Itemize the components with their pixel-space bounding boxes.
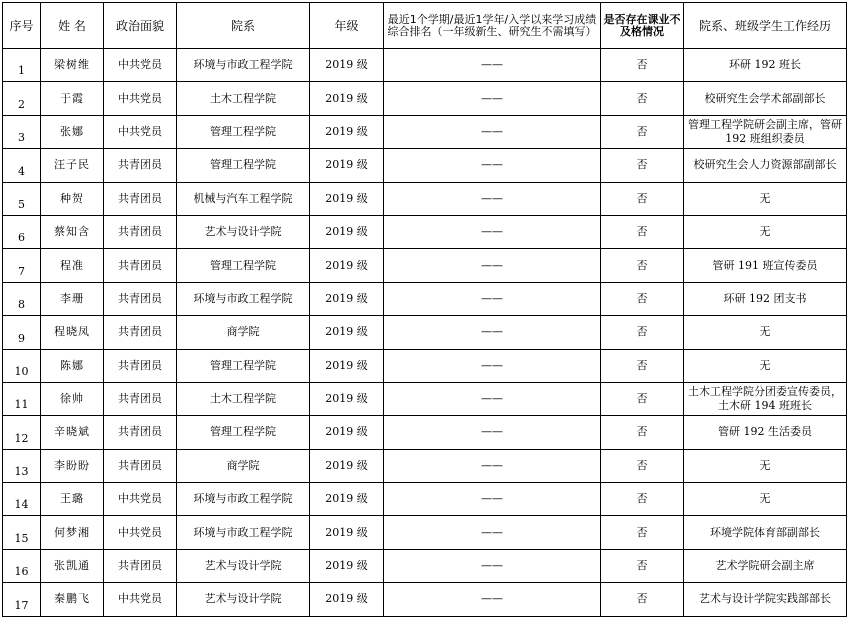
cell-ranking: —— [384, 549, 601, 582]
cell-seq: 7 [3, 249, 41, 282]
cell-seq: 13 [3, 449, 41, 482]
cell-political: 共青团员 [104, 215, 177, 248]
cell-political: 中共党员 [104, 115, 177, 148]
cell-college: 商学院 [177, 316, 310, 349]
cell-name: 徐帅 [41, 382, 104, 415]
cell-political: 中共党员 [104, 82, 177, 115]
cell-experience: 无 [684, 483, 847, 516]
cell-fail: 否 [601, 182, 684, 215]
cell-grade: 2019 级 [310, 49, 384, 82]
cell-fail: 否 [601, 282, 684, 315]
cell-name: 秦鹏飞 [41, 583, 104, 616]
cell-name: 蔡知含 [41, 215, 104, 248]
header-experience: 院系、班级学生工作经历 [684, 3, 847, 49]
cell-name: 程准 [41, 249, 104, 282]
table-row [3, 316, 847, 349]
cell-experience: 管理工程学院研会副主席，管研 192 班组织委员 [684, 115, 847, 148]
cell-fail: 否 [601, 583, 684, 616]
cell-ranking: —— [384, 249, 601, 282]
cell-grade: 2019 级 [310, 349, 384, 382]
cell-seq: 1 [3, 49, 41, 82]
cell-experience: 无 [684, 349, 847, 382]
header-ranking: 最近1个学期/最近1学年/入学以来学习成绩综合排名（一年级新生、研究生不需填写） [384, 3, 601, 49]
table-row [3, 282, 847, 315]
cell-ranking: —— [384, 516, 601, 549]
cell-college: 管理工程学院 [177, 416, 310, 449]
cell-seq: 16 [3, 549, 41, 582]
cell-ranking: —— [384, 282, 601, 315]
table-row [3, 549, 847, 582]
cell-grade: 2019 级 [310, 416, 384, 449]
header-seq: 序号 [3, 3, 41, 49]
cell-experience: 无 [684, 449, 847, 482]
cell-experience: 环研 192 班长 [684, 49, 847, 82]
cell-political: 共青团员 [104, 249, 177, 282]
cell-political: 共青团员 [104, 282, 177, 315]
table-row [3, 583, 847, 616]
cell-fail: 否 [601, 483, 684, 516]
table-row [3, 82, 847, 115]
cell-grade: 2019 级 [310, 115, 384, 148]
table-row [3, 416, 847, 449]
cell-college: 艺术与设计学院 [177, 583, 310, 616]
cell-name: 王璐 [41, 483, 104, 516]
table-row [3, 449, 847, 482]
table-row [3, 215, 847, 248]
cell-name: 汪子民 [41, 149, 104, 182]
cell-ranking: —— [384, 82, 601, 115]
cell-name: 张凯通 [41, 549, 104, 582]
cell-political: 共青团员 [104, 382, 177, 415]
student-table [2, 2, 847, 617]
cell-college: 环境与市政工程学院 [177, 483, 310, 516]
cell-grade: 2019 级 [310, 449, 384, 482]
cell-experience: 无 [684, 182, 847, 215]
cell-fail: 否 [601, 516, 684, 549]
cell-ranking: —— [384, 115, 601, 148]
cell-grade: 2019 级 [310, 82, 384, 115]
cell-college: 管理工程学院 [177, 249, 310, 282]
cell-grade: 2019 级 [310, 215, 384, 248]
cell-grade: 2019 级 [310, 149, 384, 182]
cell-political: 中共党员 [104, 49, 177, 82]
cell-seq: 10 [3, 349, 41, 382]
cell-seq: 4 [3, 149, 41, 182]
cell-experience: 校研究生会人力资源部副部长 [684, 149, 847, 182]
cell-college: 土木工程学院 [177, 382, 310, 415]
table-row [3, 382, 847, 415]
table-row [3, 49, 847, 82]
cell-college: 管理工程学院 [177, 349, 310, 382]
cell-name: 程晓凤 [41, 316, 104, 349]
cell-grade: 2019 级 [310, 516, 384, 549]
cell-college: 艺术与设计学院 [177, 549, 310, 582]
cell-ranking: —— [384, 382, 601, 415]
cell-grade: 2019 级 [310, 282, 384, 315]
header-grade: 年级 [310, 3, 384, 49]
cell-fail: 否 [601, 449, 684, 482]
cell-name: 李盼盼 [41, 449, 104, 482]
cell-political: 共青团员 [104, 416, 177, 449]
cell-fail: 否 [601, 82, 684, 115]
cell-experience: 校研究生会学术部副部长 [684, 82, 847, 115]
cell-name: 李珊 [41, 282, 104, 315]
cell-college: 土木工程学院 [177, 82, 310, 115]
cell-fail: 否 [601, 215, 684, 248]
cell-name: 种贺 [41, 182, 104, 215]
cell-seq: 15 [3, 516, 41, 549]
cell-experience: 无 [684, 316, 847, 349]
cell-fail: 否 [601, 115, 684, 148]
cell-ranking: —— [384, 316, 601, 349]
table-row [3, 516, 847, 549]
cell-seq: 9 [3, 316, 41, 349]
cell-grade: 2019 级 [310, 249, 384, 282]
cell-seq: 11 [3, 382, 41, 415]
cell-ranking: —— [384, 149, 601, 182]
cell-political: 中共党员 [104, 516, 177, 549]
cell-fail: 否 [601, 149, 684, 182]
cell-fail: 否 [601, 416, 684, 449]
table-row [3, 115, 847, 148]
table-row [3, 483, 847, 516]
cell-college: 环境与市政工程学院 [177, 282, 310, 315]
table-row [3, 349, 847, 382]
table-row [3, 149, 847, 182]
cell-seq: 8 [3, 282, 41, 315]
cell-political: 共青团员 [104, 149, 177, 182]
cell-political: 共青团员 [104, 449, 177, 482]
cell-experience: 管研 191 班宣传委员 [684, 249, 847, 282]
cell-ranking: —— [384, 449, 601, 482]
cell-seq: 5 [3, 182, 41, 215]
table-row [3, 182, 847, 215]
cell-grade: 2019 级 [310, 583, 384, 616]
cell-fail: 否 [601, 49, 684, 82]
header-name: 姓 名 [41, 3, 104, 49]
cell-name: 张娜 [41, 115, 104, 148]
cell-fail: 否 [601, 549, 684, 582]
cell-political: 共青团员 [104, 316, 177, 349]
cell-college: 环境与市政工程学院 [177, 516, 310, 549]
table-row [3, 249, 847, 282]
cell-experience: 艺术学院研会副主席 [684, 549, 847, 582]
cell-experience: 无 [684, 215, 847, 248]
cell-college: 机械与汽车工程学院 [177, 182, 310, 215]
cell-experience: 管研 192 生活委员 [684, 416, 847, 449]
header-political: 政治面貌 [104, 3, 177, 49]
cell-seq: 14 [3, 483, 41, 516]
cell-college: 管理工程学院 [177, 149, 310, 182]
cell-experience: 环研 192 团支书 [684, 282, 847, 315]
header-row [3, 3, 847, 49]
cell-political: 共青团员 [104, 349, 177, 382]
cell-grade: 2019 级 [310, 483, 384, 516]
header-fail: 是否存在课业不及格情况 [601, 3, 684, 49]
cell-grade: 2019 级 [310, 316, 384, 349]
cell-experience: 环境学院体育部副部长 [684, 516, 847, 549]
cell-fail: 否 [601, 316, 684, 349]
cell-name: 辛晓斌 [41, 416, 104, 449]
cell-grade: 2019 级 [310, 549, 384, 582]
cell-political: 中共党员 [104, 483, 177, 516]
header-college: 院系 [177, 3, 310, 49]
cell-college: 艺术与设计学院 [177, 215, 310, 248]
cell-name: 于霞 [41, 82, 104, 115]
cell-name: 陈娜 [41, 349, 104, 382]
cell-ranking: —— [384, 483, 601, 516]
cell-seq: 12 [3, 416, 41, 449]
cell-fail: 否 [601, 349, 684, 382]
cell-grade: 2019 级 [310, 182, 384, 215]
cell-college: 商学院 [177, 449, 310, 482]
cell-college: 管理工程学院 [177, 115, 310, 148]
cell-fail: 否 [601, 249, 684, 282]
cell-political: 共青团员 [104, 549, 177, 582]
cell-ranking: —— [384, 416, 601, 449]
cell-grade: 2019 级 [310, 382, 384, 415]
cell-ranking: —— [384, 349, 601, 382]
cell-name: 梁树维 [41, 49, 104, 82]
cell-ranking: —— [384, 182, 601, 215]
cell-experience: 土木工程学院分团委宣传委员，土木研 194 班班长 [684, 382, 847, 415]
cell-ranking: —— [384, 583, 601, 616]
cell-college: 环境与市政工程学院 [177, 49, 310, 82]
cell-seq: 2 [3, 82, 41, 115]
cell-seq: 6 [3, 215, 41, 248]
cell-experience: 艺术与设计学院实践部部长 [684, 583, 847, 616]
cell-ranking: —— [384, 49, 601, 82]
cell-name: 何梦湘 [41, 516, 104, 549]
cell-seq: 3 [3, 115, 41, 148]
cell-ranking: —— [384, 215, 601, 248]
cell-seq: 17 [3, 583, 41, 616]
cell-fail: 否 [601, 382, 684, 415]
cell-political: 共青团员 [104, 182, 177, 215]
cell-political: 中共党员 [104, 583, 177, 616]
table-body [3, 49, 847, 617]
